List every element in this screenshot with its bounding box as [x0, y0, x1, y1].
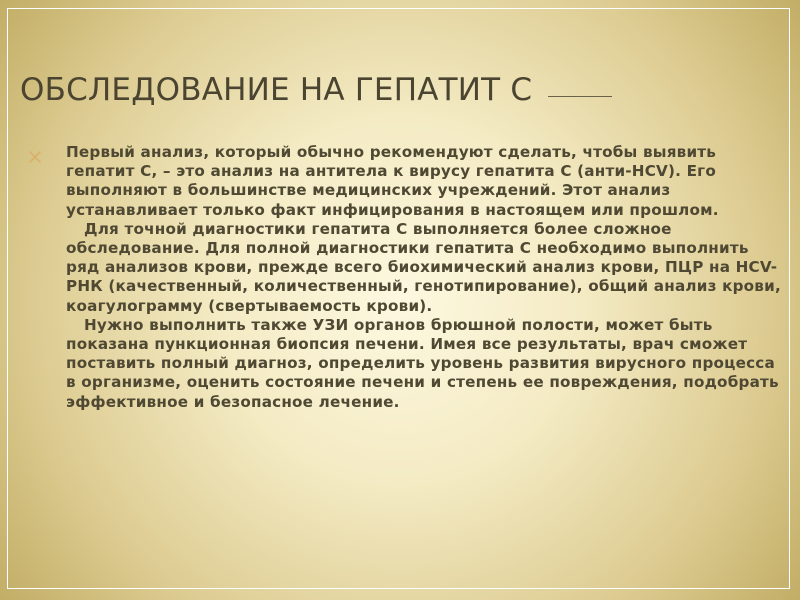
slide-body — [66, 143, 781, 412]
paragraph-first-analysis: Первый анализ, который обычно рекомендуют сделать, чтобы выявить гепатит С, – это анализ на антитела к вирусу гепатита С (анти-HCV). Его выполняют в большинстве медицинских учреждений. Этот анализ устанавливает только факт инфицирования в настоящем или прошлом. — [66, 143, 719, 219]
paragraph-ultrasound-biopsy: Нужно выполнить также УЗИ органов брюшной полости, может быть показана пункционная биопсия печени. Имея все результаты, врач сможет поставить полный диагноз, определить уровень развития вирусного процесса в организме, оценить состояние печени и степень ее повреждения, подобрать эффективное и безопасное лечение. — [66, 315, 779, 411]
title-rule-line — [548, 96, 612, 97]
x-mark-icon — [28, 150, 44, 166]
slide-title: ОБСЛЕДОВАНИЕ НА ГЕПАТИТ С — [20, 72, 533, 108]
paragraph-precise-diagnostics: Для точной диагностики гепатита С выполняется более сложное обследование. Для полной диагностики гепатита С необходимо выполнить ряд анализов крови, прежде всего биохимический анализ крови, ПЦР на HCV-РНК (качественный, количественный, генотипирование), общий анализ крови, коагулограмму (свертываемость крови). — [66, 219, 781, 315]
